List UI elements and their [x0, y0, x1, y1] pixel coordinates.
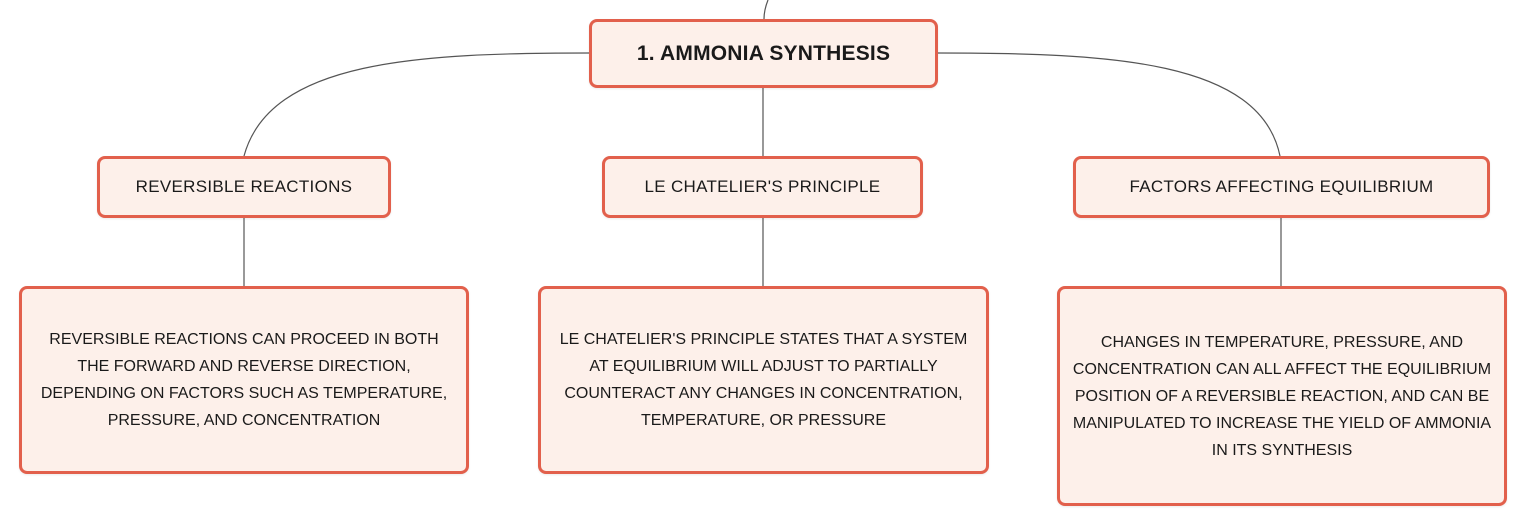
detail-text: LE CHATELIER'S PRINCIPLE STATES THAT A SYSTEM AT EQUILIBRIUM WILL ADJUST TO PARTIALLY COUNTERACT ANY CHANGES IN CONCENTRATION, TEMPERATURE, OR PRESSURE — [559, 331, 968, 429]
topic-label: FACTORS AFFECTING EQUILIBRIUM — [1129, 177, 1434, 196]
topic-node-reversible-reactions[interactable] — [97, 156, 391, 218]
connector-root-to-reversible-reactions — [244, 53, 589, 156]
topic-label: LE CHATELIER'S PRINCIPLE — [644, 177, 881, 196]
detail-node-reversible-reactions[interactable] — [19, 286, 469, 474]
detail-text: CHANGES IN TEMPERATURE, PRESSURE, AND CONCENTRATION CAN ALL AFFECT THE EQUILIBRIUM POSITION OF A REVERSIBLE REACTION, AND CAN BE MANIPULATED TO INCREASE THE YIELD OF AMMONIA IN ITS SYNTHESIS — [1072, 333, 1492, 459]
root-topic-node[interactable] — [589, 19, 938, 88]
root-topic-label: 1. AMMONIA SYNTHESIS — [636, 41, 891, 65]
topic-node-factors-affecting-equilibrium[interactable] — [1073, 156, 1490, 218]
connector-root-to-factors — [938, 53, 1280, 156]
detail-node-factors-affecting-equilibrium[interactable] — [1057, 286, 1507, 506]
topic-node-le-chateliers-principle[interactable] — [602, 156, 923, 218]
detail-node-le-chateliers-principle[interactable] — [538, 286, 989, 474]
parent-connector — [764, 0, 768, 19]
detail-text: REVERSIBLE REACTIONS CAN PROCEED IN BOTH THE FORWARD AND REVERSE DIRECTION, DEPENDING ON FACTORS SUCH AS TEMPERATURE, PRESSURE, AND CONCENTRATION — [40, 331, 448, 429]
topic-label: REVERSIBLE REACTIONS — [135, 177, 353, 196]
